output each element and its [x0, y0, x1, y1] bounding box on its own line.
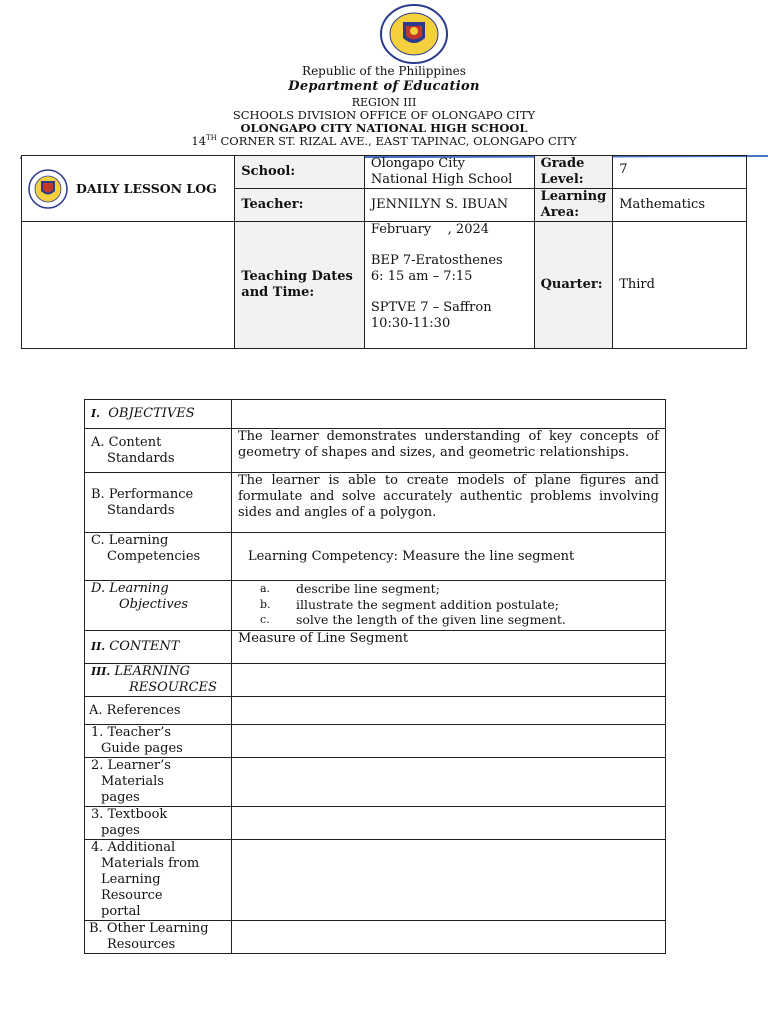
competencies-value: Learning Competency: Measure the line segment	[231, 533, 665, 581]
quarter-label: Quarter:	[534, 222, 613, 349]
learning-area-label: Learning Area:	[534, 189, 613, 222]
learners-materials-value	[231, 758, 665, 807]
objectives-heading: I. OBJECTIVES	[85, 400, 232, 429]
additional-materials-label: 4. Additional Materials from Learning Resource portal	[85, 840, 232, 921]
content-heading: II. CONTENT	[85, 631, 232, 664]
quarter-value: Third	[613, 222, 747, 349]
textbook-label: 3. Textbook pages	[85, 807, 232, 840]
region-heading: REGION III	[351, 96, 417, 109]
grade-value: 7	[613, 156, 747, 189]
objective-item: c. solve the length of the given line segment.	[259, 612, 566, 627]
learning-resources-heading: III. LEARNING RESOURCES	[85, 664, 232, 697]
other-resources-label: B. Other Learning Resources	[85, 921, 232, 954]
school-value: Olongapo City National High School	[364, 156, 534, 189]
school-label: School:	[235, 156, 365, 189]
learning-objectives-list	[238, 581, 659, 628]
learning-objectives-value	[231, 581, 665, 631]
division-heading: SCHOOLS DIVISION OFFICE OF OLONGAPO CITY	[232, 108, 536, 122]
teacher-label: Teacher:	[235, 189, 365, 222]
performance-standards-value: The learner is able to create models of plane figures and formulate and solve accurately authentic problems involving sides and angles of a polygon.	[231, 473, 665, 533]
grade-label: Grade Level:	[534, 156, 613, 189]
department-heading: Department of Education	[288, 79, 480, 94]
competencies-label: C. Learning Competencies	[85, 533, 232, 581]
teacher-value: JENNILYN S. IBUAN	[364, 189, 534, 222]
performance-standards-label: B. Performance Standards	[85, 473, 232, 533]
references-label: A. References	[85, 697, 232, 725]
dll-title: DAILY LESSON LOG	[76, 180, 217, 196]
learning-objectives-label: D. Learning Objectives	[85, 581, 232, 631]
teaching-dates-value: February , 2024 BEP 7-Eratosthenes 6: 15 am – 7:15 SPTVE 7 – Saffron 10:30-11:30	[364, 222, 534, 349]
lesson-info-table	[21, 155, 747, 349]
content-value: Measure of Line Segment	[231, 631, 665, 664]
additional-materials-value	[231, 840, 665, 921]
dll-title-cell	[22, 156, 235, 222]
objective-item: b. illustrate the segment addition postulate;	[259, 596, 559, 612]
deped-seal-small-logo	[28, 169, 68, 209]
teachers-guide-value	[231, 725, 665, 758]
lesson-plan-table	[84, 399, 666, 954]
dll-blank-cell	[22, 222, 235, 349]
republic-heading: Republic of the Philippines	[302, 64, 466, 78]
content-standards-label: A. Content Standards	[85, 429, 232, 473]
textbook-value	[231, 807, 665, 840]
references-value	[231, 697, 665, 725]
learners-materials-label: 2. Learner’s Materials pages	[85, 758, 232, 807]
content-standards-value: The learner demonstrates understanding of key concepts of geometry of shapes and sizes, and geometric relationships.	[231, 429, 665, 473]
deped-seal-logo	[379, 4, 449, 64]
school-heading: OLONGAPO CITY NATIONAL HIGH SCHOOL	[240, 121, 528, 135]
objective-item: a. describe line segment;	[259, 581, 440, 596]
address-heading: 14TH CORNER ST. RIZAL AVE., EAST TAPINAC, OLONGAPO CITY	[191, 134, 577, 148]
learning-area-value: Mathematics	[613, 189, 747, 222]
teachers-guide-label: 1. Teacher’s Guide pages	[85, 725, 232, 758]
objectives-value	[231, 400, 665, 429]
teaching-dates-label: Teaching Dates and Time:	[235, 222, 365, 349]
other-resources-value	[231, 921, 665, 954]
learning-resources-value	[231, 664, 665, 697]
